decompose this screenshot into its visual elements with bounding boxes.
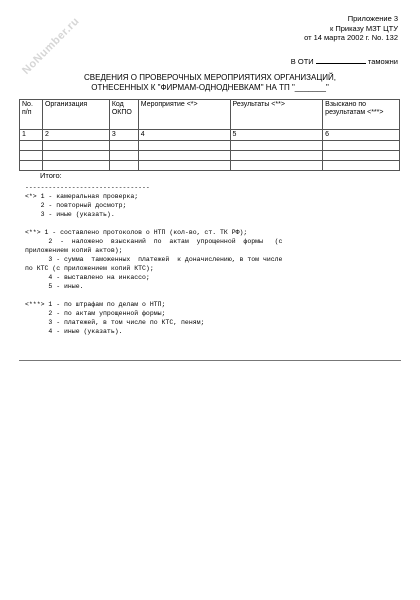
table-cell xyxy=(138,141,230,151)
table-header-row xyxy=(20,100,400,130)
table-cell: 1 xyxy=(20,130,43,141)
table-cell xyxy=(42,161,109,171)
table-cell xyxy=(109,151,138,161)
footnotes xyxy=(25,183,405,336)
table-row xyxy=(20,141,400,151)
bottom-divider xyxy=(19,360,401,361)
table-cell xyxy=(20,151,43,161)
table-cell: 5 xyxy=(230,130,323,141)
footnote-line: 4 - выставлено на инкассо; xyxy=(25,274,150,281)
table-row xyxy=(20,161,400,171)
table-row xyxy=(20,151,400,161)
table-cell xyxy=(323,141,400,151)
footnote-line: 3 - иные (указать). xyxy=(25,211,115,218)
header-organization: Организация xyxy=(42,100,109,130)
table-cell xyxy=(109,141,138,151)
title-line-2: ОТНЕСЕННЫХ К "ФИРМАМ-ОДНОДНЕВКАМ" НА ТП "_______" xyxy=(91,83,329,92)
footnote-separator: -------------------------------- xyxy=(25,184,150,191)
table-cell xyxy=(138,151,230,161)
title-line-1: СВЕДЕНИЯ О ПРОВЕРОЧНЫХ МЕРОПРИЯТИЯХ ОРГАНИЗАЦИЙ, xyxy=(84,73,336,82)
order-reference: к Приказу МЗТ ЦТУ xyxy=(329,23,398,33)
footnote-line: <**> 1 - составлено протоколов о НТП (кол-во, ст. ТК РФ); xyxy=(25,229,248,236)
table-cell xyxy=(138,161,230,171)
table-cell xyxy=(42,141,109,151)
footnote-line: 3 - платежей, в том числе по КТС, пеням; xyxy=(25,319,205,326)
report-table xyxy=(19,99,400,171)
header-okpo: Код ОКПО xyxy=(109,100,138,130)
table-cell: 3 xyxy=(109,130,138,141)
table-cell: 6 xyxy=(323,130,400,141)
header-results: Результаты <**> xyxy=(230,100,323,130)
footnote-line: <***> 1 - по штрафам по делам о НТП; xyxy=(25,301,166,308)
footnote-line: 3 - сумма таможенных платежей к доначислению, в том числе xyxy=(25,256,283,263)
header-measure: Мероприятие <*> xyxy=(138,100,230,130)
table-cell xyxy=(323,161,400,171)
watermark: NoNumber.ru xyxy=(20,15,82,77)
footnote-line: <*> 1 - камеральная проверка; xyxy=(25,193,139,200)
total-label: Итого: xyxy=(40,171,62,180)
order-date: от 14 марта 2002 г. No. 132 xyxy=(304,33,398,42)
header-collected: Взыскано по результатам <***> xyxy=(323,100,400,130)
table-cell xyxy=(230,161,323,171)
appendix-label: Приложение 3 xyxy=(347,14,398,23)
table-cell xyxy=(20,141,43,151)
table-cell xyxy=(109,161,138,171)
table-number-row xyxy=(20,130,400,141)
table-cell xyxy=(323,151,400,161)
table-cell: 4 xyxy=(138,130,230,141)
footnote-line: 4 - иные (указать). xyxy=(25,328,123,335)
header-number: No. п/п xyxy=(20,100,43,130)
customs-name-blank xyxy=(316,56,366,64)
table-cell xyxy=(42,151,109,161)
customs-prefix: В ОТИ xyxy=(290,57,314,66)
table-cell xyxy=(230,141,323,151)
customs-suffix: таможни xyxy=(367,57,398,66)
footnote-line: 2 - повторный досмотр; xyxy=(25,202,127,209)
footnote-line: 2 - наложено взысканий по актам упрощенной формы (с xyxy=(25,238,283,245)
footnote-line: приложением копий актов); xyxy=(25,247,123,254)
document-header xyxy=(304,14,398,43)
footnote-line: 2 - по актам упрощенной формы; xyxy=(25,310,166,317)
document-title xyxy=(0,73,420,93)
customs-office-line xyxy=(291,56,398,66)
footnote-line: по КТС (с приложением копий КТС); xyxy=(25,265,154,272)
table-cell xyxy=(20,161,43,171)
table-cell: 2 xyxy=(42,130,109,141)
footnote-line: 5 - иные. xyxy=(25,283,84,290)
table-cell xyxy=(230,151,323,161)
